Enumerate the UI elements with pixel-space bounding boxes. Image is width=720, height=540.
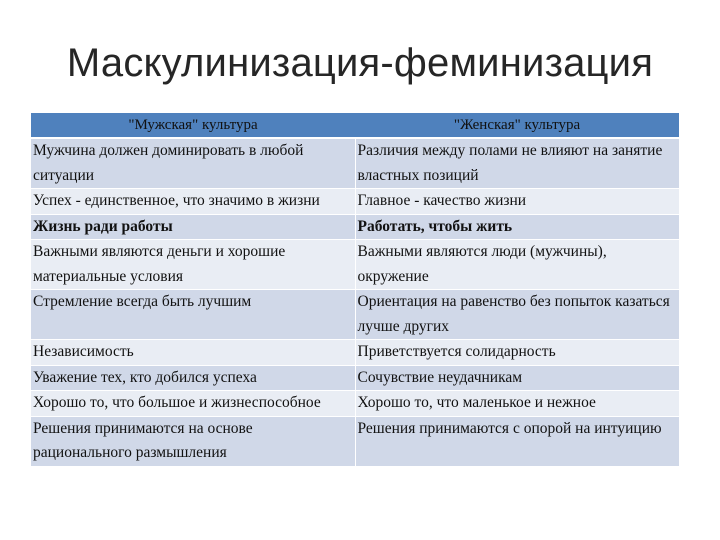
feminine-cell: Сочувствие неудачникам xyxy=(355,365,679,391)
masculine-cell: Важными являются деньги и хорошие материальные условия xyxy=(31,240,355,290)
header-masculine-culture: "Мужская" культура xyxy=(31,113,355,138)
feminine-cell: Хорошо то, что маленькое и нежное xyxy=(355,391,679,417)
header-feminine-culture: "Женская" культура xyxy=(355,113,679,138)
comparison-table-container xyxy=(31,113,679,467)
table-row xyxy=(31,138,679,189)
table-row xyxy=(31,416,679,466)
masculine-cell: Успех - единственное, что значимо в жизни xyxy=(31,189,355,215)
feminine-cell: Важными являются люди (мужчины), окружение xyxy=(355,240,679,290)
feminine-cell: Решения принимаются с опорой на интуицию xyxy=(355,416,679,466)
feminine-cell: Приветствуется солидарность xyxy=(355,340,679,366)
feminine-cell: Ориентация на равенство без попыток казаться лучше других xyxy=(355,290,679,340)
feminine-cell: Различия между полами не влияют на занятие властных позиций xyxy=(355,138,679,189)
masculine-cell: Хорошо то, что большое и жизнеспособное xyxy=(31,391,355,417)
table-row xyxy=(31,214,679,240)
table-row xyxy=(31,290,679,340)
table-header-row xyxy=(31,113,679,138)
table-row xyxy=(31,189,679,215)
masculine-cell: Мужчина должен доминировать в любой ситуации xyxy=(31,138,355,189)
comparison-table xyxy=(31,113,680,467)
feminine-cell: Главное - качество жизни xyxy=(355,189,679,215)
feminine-cell: Работать, чтобы жить xyxy=(355,214,679,240)
masculine-cell: Жизнь ради работы xyxy=(31,214,355,240)
table-row xyxy=(31,365,679,391)
table-row xyxy=(31,340,679,366)
table-row xyxy=(31,240,679,290)
masculine-cell: Уважение тех, кто добился успеха xyxy=(31,365,355,391)
masculine-cell: Стремление всегда быть лучшим xyxy=(31,290,355,340)
masculine-cell: Независимость xyxy=(31,340,355,366)
masculine-cell: Решения принимаются на основе рационального размышления xyxy=(31,416,355,466)
slide-title: Маскулинизация-феминизация xyxy=(66,41,654,85)
table-row xyxy=(31,391,679,417)
